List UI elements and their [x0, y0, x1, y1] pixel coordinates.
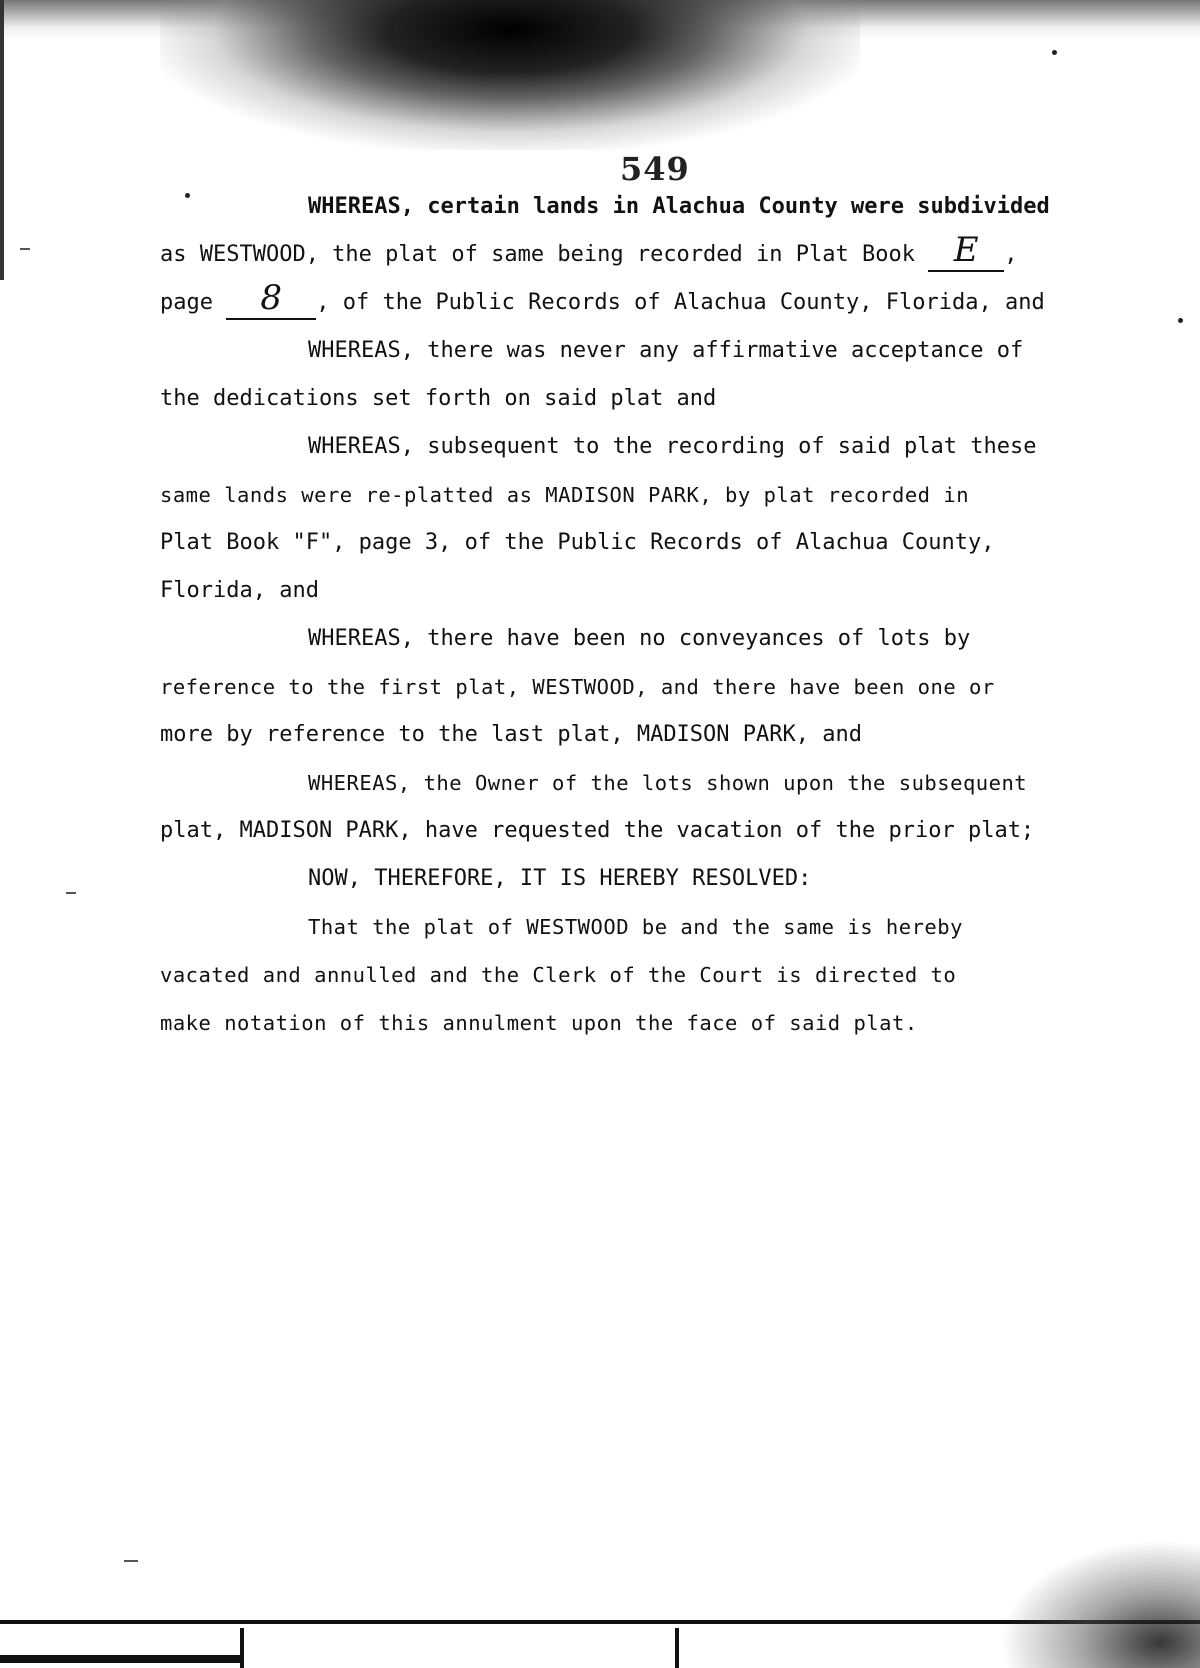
scan-mark	[20, 248, 30, 250]
text-line: make notation of this annulment upon the face of said plat.	[160, 1011, 918, 1035]
scan-speck	[1178, 318, 1183, 323]
scan-bottom-line-left	[0, 1655, 240, 1663]
text-segment: , of the Public Records of Alachua County, Florida, and	[316, 290, 1045, 315]
text-segment: as WESTWOOD, the plat of same being recorded in Plat Book	[160, 242, 929, 267]
text-line: WHEREAS, subsequent to the recording of said plat these	[308, 434, 1037, 459]
text-line: plat, MADISON PARK, have requested the vacation of the prior plat;	[160, 818, 1035, 843]
scan-left-edge	[0, 0, 4, 280]
scan-mark	[66, 892, 76, 894]
text-segment: ,	[1004, 242, 1018, 267]
text-line: the dedications set forth on said plat and	[160, 386, 717, 411]
text-line: That the plat of WESTWOOD be and the same is hereby	[308, 915, 963, 939]
text-line: WHEREAS, the Owner of the lots shown upon the subsequent	[308, 771, 1028, 795]
text-line: WHEREAS, certain lands in Alachua County were subdivided	[308, 194, 1050, 219]
text-line-plat-book	[160, 231, 1100, 279]
text-line: WHEREAS, there have been no conveyances of lots by	[308, 626, 971, 651]
resolution-text	[160, 183, 1100, 1047]
handwritten-page-number: 8	[260, 278, 283, 318]
scan-vertical-mark	[240, 1628, 244, 1668]
scan-smudge	[160, 0, 860, 150]
text-line: Plat Book "F", page 3, of the Public Records of Alachua County,	[160, 530, 995, 555]
text-line: Florida, and	[160, 578, 319, 603]
handwritten-plat-book: E	[953, 230, 979, 270]
text-line: reference to the first plat, WESTWOOD, and there have been one or	[160, 675, 995, 699]
page-number-stamp: 549	[620, 150, 690, 188]
scan-speck	[1052, 50, 1057, 55]
plat-book-blank	[928, 230, 1004, 272]
text-line: NOW, THEREFORE, IT IS HEREBY RESOLVED:	[308, 866, 812, 891]
text-line: WHEREAS, there was never any affirmative acceptance of	[308, 338, 1024, 363]
page-blank	[226, 278, 316, 320]
scan-mark	[124, 1560, 138, 1562]
scan-vertical-mark	[675, 1628, 679, 1668]
text-line-page	[160, 279, 1100, 327]
text-line: same lands were re-platted as MADISON PARK, by plat recorded in	[160, 483, 970, 507]
text-segment: page	[160, 290, 227, 315]
text-line: vacated and annulled and the Clerk of the Court is directed to	[160, 963, 957, 987]
text-line: more by reference to the last plat, MADISON PARK, and	[160, 722, 862, 747]
scan-bottom-noise	[1000, 1540, 1200, 1668]
